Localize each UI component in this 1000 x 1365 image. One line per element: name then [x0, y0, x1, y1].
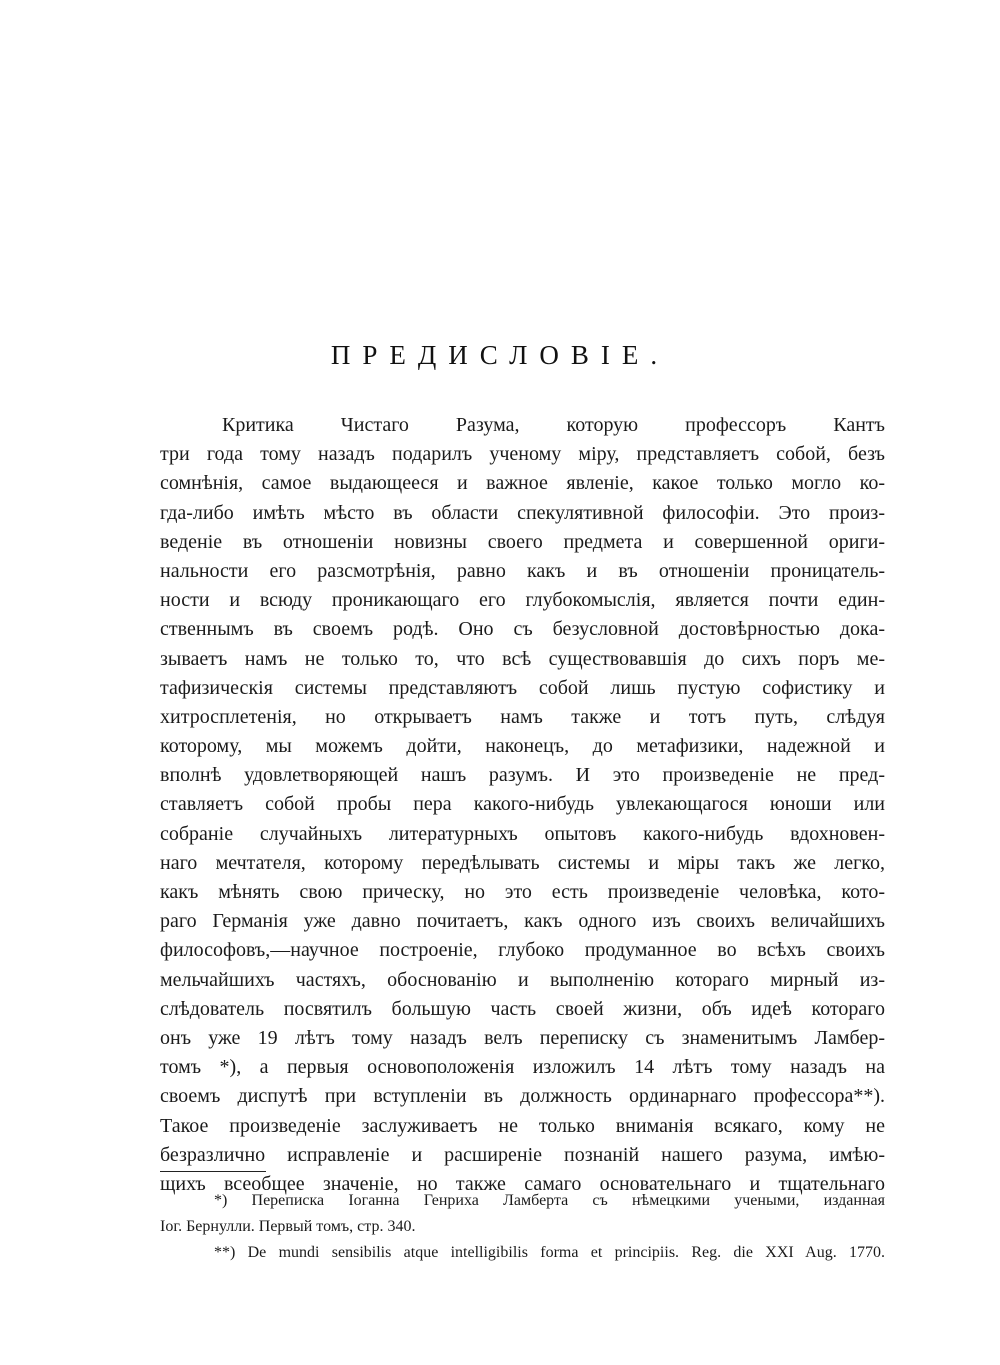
body-line: мельчайшихъ частяхъ, обоснованію и выполненію котораго мирный из-	[160, 968, 885, 991]
body-line: какъ мѣнять свою прическу, но это есть произведеніе человѣка, кото-	[160, 881, 885, 903]
body-line: ности и всюду проникающаго его глубокомыслія, является почти един-	[160, 589, 885, 612]
body-line: Такое произведеніе заслуживаетъ не только вниманія всякаго, кому не	[160, 1114, 885, 1137]
body-line: тафизическія системы представляютъ собой лишь пустую софистику и	[160, 676, 885, 699]
body-line: Критика Чистаго Разума, которую профессоръ Кантъ	[222, 414, 885, 436]
body-text	[160, 411, 885, 1199]
body-line: вполнѣ удовлетворяющей нашъ разумъ. И это произведеніе не пред-	[160, 764, 885, 787]
body-line: собраніе случайныхъ литературныхъ опытовъ какого-нибудь вдохновен-	[160, 822, 885, 845]
body-line: наго мечтателя, которому передѣлывать системы и міры такъ же легко,	[160, 851, 885, 874]
body-line: онъ уже 19 лѣтъ тому назадъ велъ переписку съ знаменитымъ Ламбер-	[160, 1026, 885, 1049]
body-line: хитросплетенія, но открываетъ намъ также и тотъ путь, слѣдуя	[160, 705, 885, 728]
footnote-2: **) De mundi sensibilis atque intelligibilis forma et principiis. Reg. die XXI Aug. 1770.	[214, 1244, 885, 1261]
footnotes	[160, 1188, 885, 1266]
footnote-divider	[160, 1171, 266, 1172]
body-line: зываетъ намъ не только то, что всѣ существовавшія до сихъ поръ ме-	[160, 647, 885, 670]
body-line: слѣдователь посвятилъ большую часть своей жизни, объ идеѣ котораго	[160, 997, 885, 1020]
body-line: томъ *), а первыя основоположенія изложилъ 14 лѣтъ тому назадъ на	[160, 1056, 885, 1079]
body-line: раго Германія уже давно почитаетъ, какъ одного изъ своихъ величайшихъ	[160, 910, 885, 933]
body-line: безразлично исправленіе и расширеніе познаній нашего разума, имѣю-	[160, 1143, 885, 1166]
footnote-1-line-2: Іог. Бернулли. Первый томъ, стр. 340.	[160, 1218, 416, 1235]
body-line: своемъ диспутѣ при вступленіи въ должность ординарнаго профессора**).	[160, 1085, 885, 1108]
body-line: нальности его разсмотрѣнія, равно какъ и въ отношеніи проницатель-	[160, 559, 885, 582]
body-line: ставляетъ собой пробы пера какого-нибудь увлекающагося юноши или	[160, 793, 885, 816]
body-line: гда-либо имѣть мѣсто въ области спекулятивной философіи. Это произ-	[160, 501, 885, 524]
footnote-1-line-1: *) Переписка Іоганна Генриха Ламберта съ нѣмецкими учеными, изданная	[214, 1192, 885, 1209]
body-line: философовъ,—научное построеніе, глубоко продуманное во всѣхъ своихъ	[160, 939, 885, 962]
body-line: три года тому назадъ подарилъ ученому міру, представляетъ собой, безъ	[160, 443, 885, 466]
page-title: ПРЕДИСЛОВІЕ.	[330, 340, 670, 370]
body-line: сомнѣнія, самое выдающееся и важное явленіе, какое только могло ко-	[160, 472, 885, 495]
body-line: веденіе въ отношеніи новизны своего предмета и совершенной ориги-	[160, 530, 885, 553]
body-line: которому, мы можемъ дойти, наконецъ, до метафизики, надежной и	[160, 735, 885, 758]
body-line: щихъ всеобщее значеніе, но также самаго основательнаго и тщательнаго	[160, 1172, 885, 1195]
body-line: ственнымъ въ своемъ родѣ. Оно съ безусловной достовѣрностью дока-	[160, 618, 885, 641]
